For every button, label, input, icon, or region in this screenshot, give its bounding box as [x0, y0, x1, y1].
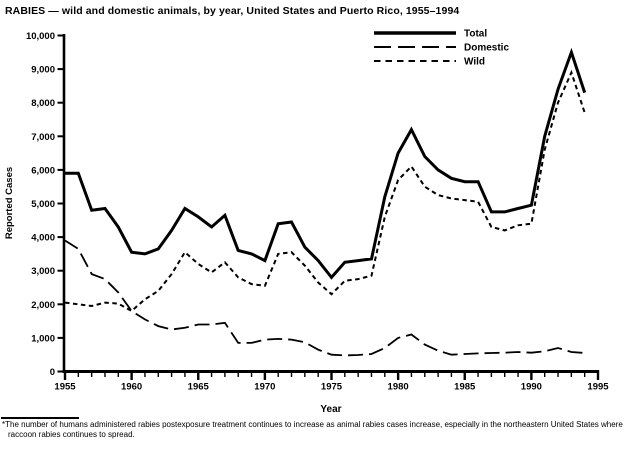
x-tick-label: 1960 — [121, 381, 143, 393]
y-tick-label: 6,000 — [31, 165, 55, 177]
x-tick-label: 1980 — [387, 381, 409, 393]
y-tick-label: 0 — [49, 367, 55, 378]
y-tick-label: 9,000 — [31, 64, 55, 76]
y-tick-label: 10,000 — [25, 31, 55, 42]
y-tick-label: 8,000 — [31, 98, 55, 110]
y-tick-label: 4,000 — [31, 232, 55, 244]
x-tick-label: 1975 — [320, 381, 343, 393]
footnote-text: The number of humans administered rabies postexposure treatment continues to increase as animal rabies cases increase, especially in the northeastern United States where raccoon rabies continues to spread. — [5, 420, 623, 439]
footnote-rule — [1, 417, 79, 419]
y-tick-label: 3,000 — [31, 266, 55, 278]
x-axis-title: Year — [320, 404, 342, 415]
x-tick-label: 1990 — [520, 381, 542, 393]
x-tick-label: 1970 — [254, 381, 276, 393]
y-axis-title: Reported Cases — [4, 166, 15, 240]
series-line-domestic — [65, 241, 585, 356]
legend-label-total: Total — [464, 28, 488, 40]
y-tick-label: 2,000 — [31, 299, 55, 311]
legend-label-domestic: Domestic — [464, 42, 510, 54]
y-tick-label: 1,000 — [31, 333, 55, 345]
x-tick-label: 1995 — [587, 381, 609, 393]
series-line-total — [65, 52, 585, 277]
x-tick-label: 1985 — [454, 381, 476, 393]
footnote-marker: * — [2, 420, 6, 429]
legend-label-wild: Wild — [464, 56, 486, 68]
y-tick-label: 7,000 — [31, 131, 55, 143]
y-tick-label: 5,000 — [31, 199, 55, 210]
series-line-wild — [65, 73, 585, 312]
x-tick-label: 1965 — [187, 381, 209, 393]
chart-title: RABIES — wild and domestic animals, by year, United States and Puerto Rico, 1955–1994 — [5, 5, 460, 17]
footnote — [2, 420, 633, 440]
x-tick-label: 1955 — [54, 381, 76, 393]
